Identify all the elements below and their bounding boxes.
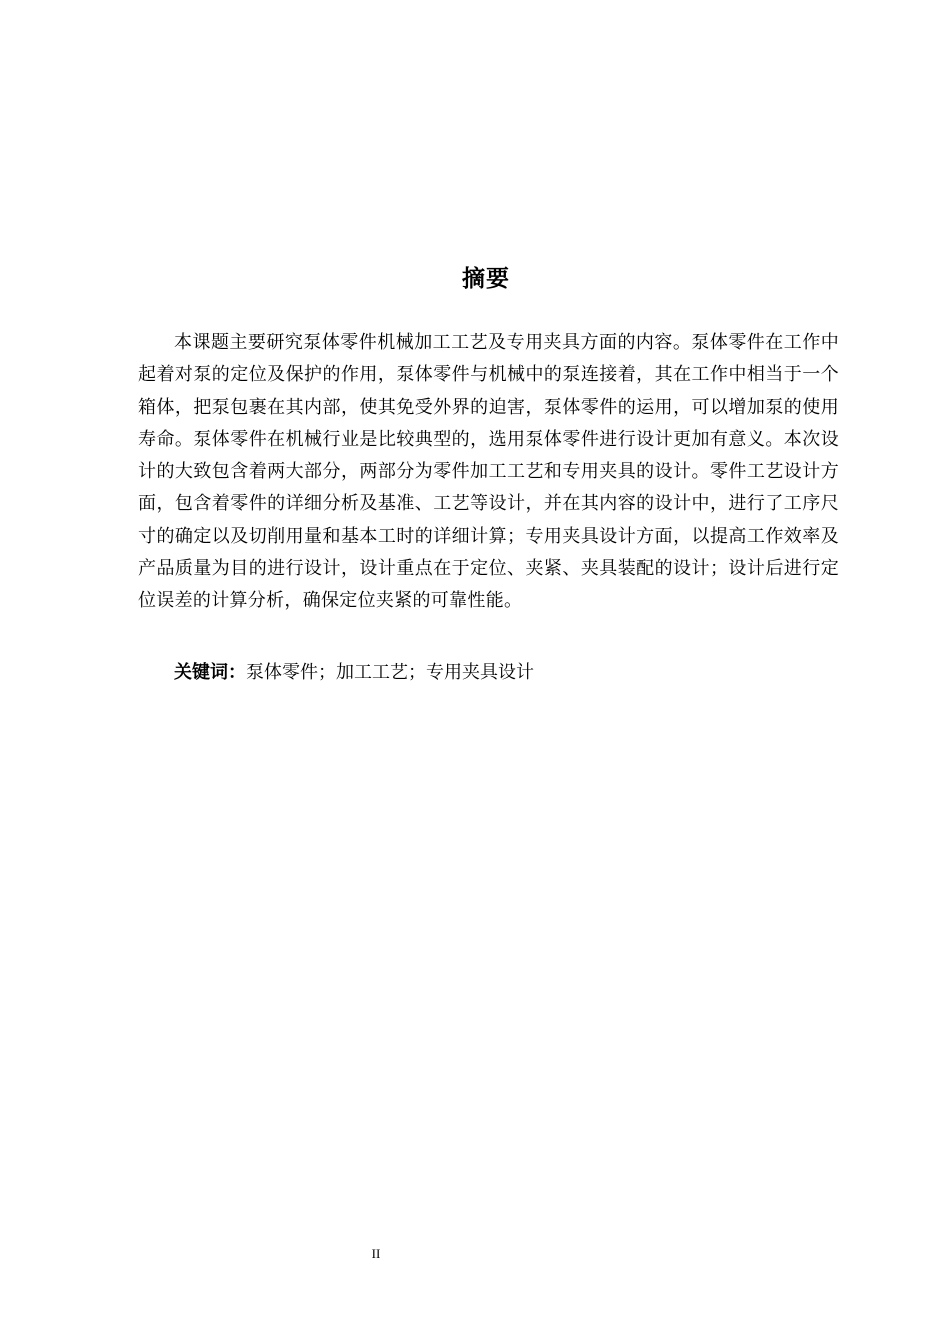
keywords-line [174, 657, 839, 689]
keywords-label: 关键词： [174, 662, 246, 683]
abstract-title: 摘要 [462, 266, 510, 292]
keywords-text: 泵体零件；加工工艺；专用夹具设计 [246, 662, 534, 683]
page-number: II [371, 1246, 381, 1261]
abstract-body: 本课题主要研究泵体零件机械加工工艺及专用夹具方面的内容。泵体零件在工作中起着对泵的定位及保护的作用，泵体零件与机械中的泵连接着，其在工作中相当于一个箱体，把泵包裹在其内部，使其免受外界的迫害，泵体零件的运用，可以增加泵的使用寿命。泵体零件在机械行业是比较典型的，选用泵体零件进行设计更加有意义。本次设计的大致包含着两大部分，两部分为零件加工工艺和专用夹具的设计。零件工艺设计方面，包含着零件的详细分析及基准、工艺等设计，并在其内容的设计中，进行了工序尺寸的确定以及切削用量和基本工时的详细计算；专用夹具设计方面，以提高工作效率及产品质量为目的进行设计，设计重点在于定位、夹紧、夹具装配的设计；设计后进行定位误差的计算分析，确保定位夹紧的可靠性能。 [138, 332, 839, 612]
